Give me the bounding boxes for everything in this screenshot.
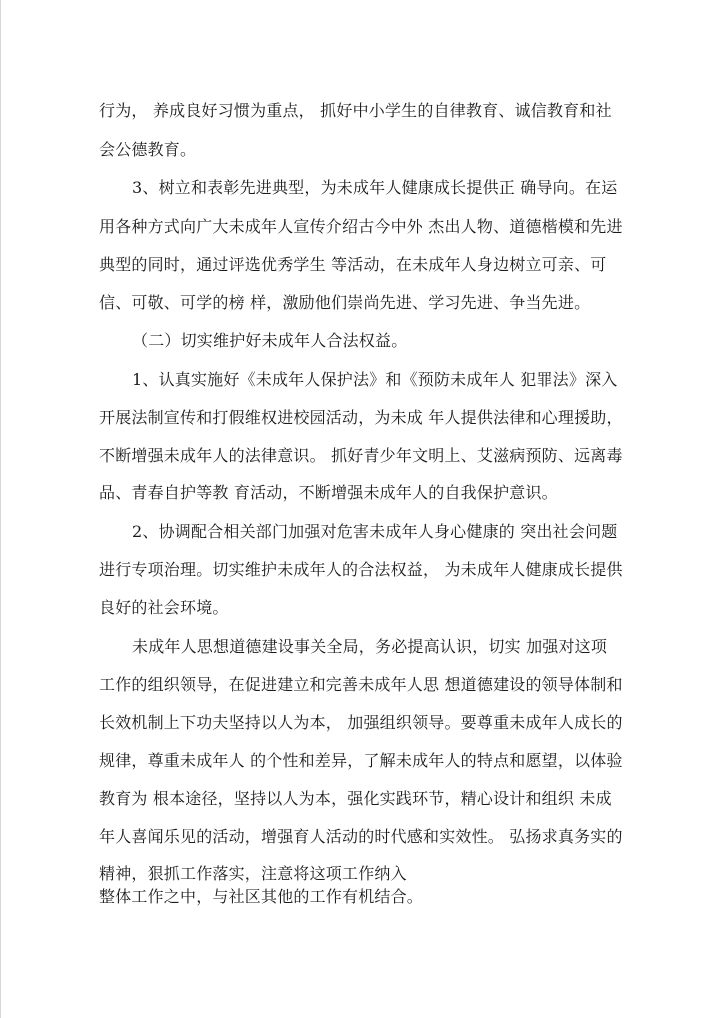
text-line: 进行专项治理。切实维护未成年人的合法权益， 为未成年人健康成长提供 — [99, 560, 623, 579]
text-line: 信、可敬、可学的榜 样，激励他们崇尚先进、学习先进、争当先进。 — [99, 293, 591, 312]
text-line: 开展法制宣传和打假维权进校园活动，为未成 年人提供法律和心理援助， — [99, 408, 623, 427]
text-line: 品、青春自护等教 育活动，不断增强未成年人的自我保护意识。 — [99, 483, 558, 502]
text-line: 行为， 养成良好习惯为重点， 抓好中小学生的自律教育、诚信教育和社 — [99, 101, 612, 120]
text-line: 2、协调配合相关部门加强对危害未成年人身心健康的 突出社会问题 — [132, 522, 618, 541]
text-line: 整体工作之中，与社区其他的工作有机结合。 — [99, 887, 424, 906]
text-line: 良好的社会环境。 — [99, 598, 229, 617]
text-line: 规律，尊重未成年人 的个性和差异，了解未成年人的特点和愿望，以体验 — [99, 751, 623, 770]
text-line: 用各种方式向广大未成年人宣传介绍古今中外 杰出人物、道德楷模和先进 — [99, 217, 623, 236]
text-line: 1、认真实施好《未成年人保护法》和《预防未成年人 犯罪法》深入 — [132, 370, 618, 389]
text-line: 典型的同时，通过评选优秀学生 等活动，在未成年人身边树立可亲、可 — [99, 255, 607, 274]
text-line: 年人喜闻乐见的活动，增强育人活动的时代感和实效性。 弘扬求真务实的 — [99, 827, 623, 846]
text-line: 不断增强未成年人的法律意识。 抓好青少年文明上、艾滋病预防、远离毒 — [99, 446, 623, 465]
text-line: 会公德教育。 — [99, 140, 197, 159]
text-line: 教育为 根本途径，坚持以人为本，强化实践环节，精心设计和组织 未成 — [99, 789, 612, 808]
text-line: 长效机制上下功夫坚持以人为本， 加强组织领导。要尊重未成年人成长的 — [99, 713, 623, 732]
section-heading: （二）切实维护好未成年人合法权益。 — [132, 331, 408, 350]
text-line: 精神，狠抓工作落实，注意将这项工作纳入 — [99, 864, 407, 883]
text-line: 3、树立和表彰先进典型，为未成年人健康成长提供正 确导向。在运 — [132, 178, 618, 197]
text-line: 未成年人思想道德建设事关全局，务必提高认识，切实 加强对这项 — [132, 637, 608, 656]
text-line: 工作的组织领导，在促进建立和完善未成年人思 想道德建设的领导体制和 — [99, 675, 623, 694]
